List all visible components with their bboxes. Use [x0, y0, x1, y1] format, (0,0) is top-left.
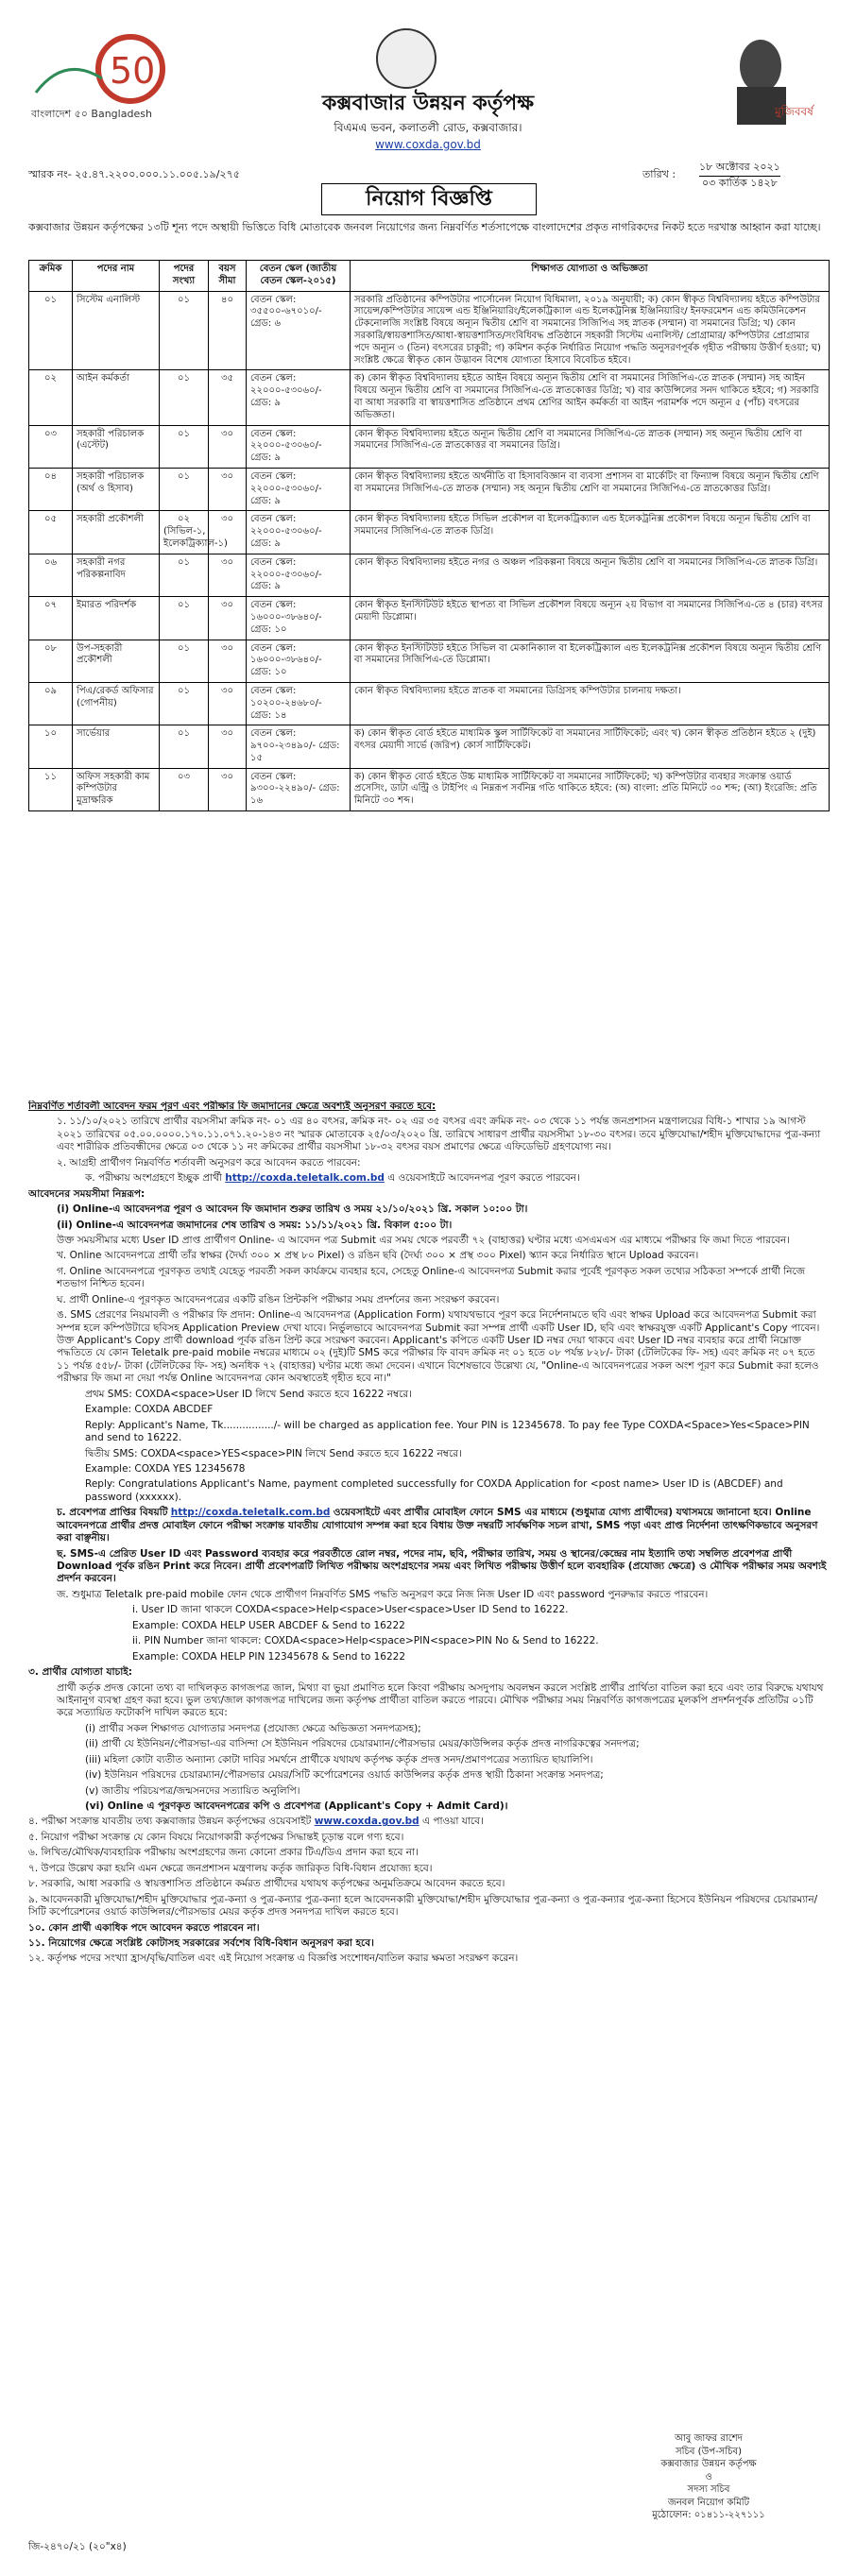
signature-block — [614, 2432, 803, 2522]
signatory-org: কক্সবাজার উন্নয়ন কর্তৃপক্ষ — [660, 2459, 757, 2469]
signatory-phone: মুঠোফোন: ০১৪১১-২২৭১১১ — [652, 2510, 765, 2520]
cell-scale: বেতন স্কেল: ২২০০০-৫৩০৬০/- গ্রেড: ৯ — [247, 554, 351, 596]
cell-scale: বেতন স্কেল: ৯৭০০-২৩৪৯০/- গ্রেড: ১৫ — [247, 725, 351, 768]
cell-post: সিস্টেম এনালিস্ট — [73, 291, 160, 370]
cell-count: ০১ — [160, 291, 209, 370]
eligibility-item: (i) প্রার্থীর সকল শিক্ষাগত যোগ্যতার সনদপত্র (প্রযোজ্য ক্ষেত্রে অভিজ্ঞতা সনদপত্রসহ); — [85, 1722, 421, 1734]
cell-post: সার্ভেয়ার — [73, 725, 160, 768]
table-row — [29, 682, 830, 725]
cell-post: আইন কর্মকর্তা — [73, 370, 160, 425]
cell-count: ০১ — [160, 682, 209, 725]
cell-scale: বেতন স্কেল: ১০২০০-২৪৬৮০/- গ্রেড: ১৪ — [247, 682, 351, 725]
sms-first-example: Example: COXDA ABCDEF — [85, 1404, 214, 1416]
cell-age: ৩০ — [209, 511, 247, 554]
table-row — [29, 468, 830, 510]
eligibility-item: (ii) প্রার্থী যে ইউনিয়ন/পৌরসভা-এর বাসিন্দা সে ইউনিয়ন পরিষদের চেয়ারম্যান/পৌরসভার মেয়র/কাউন্সিলর কর্তৃক প্রদত্ত নাগরিকত্বের সনদপত্র; — [85, 1738, 640, 1750]
recovery-user-example: Example: COXDA HELP USER ABCDEF & Send to 16222 — [132, 1619, 405, 1631]
intro-paragraph: কক্সবাজার উন্নয়ন কর্তৃপক্ষের ১৩টি শূন্য পদে অস্থায়ী ভিত্তিতে বিধি মোতাবেক জনবল নিয়োগের জন্য নিম্নবর্ণিত শর্তসাপেক্ষে বাংলাদেশের প্রকৃত নাগরিকদের নিকট হতে দরখাস্ত আহ্বান করা যাচ্ছে। — [28, 221, 821, 233]
cell-scale: বেতন স্কেল: ২২০০০-৫৩০৬০/- গ্রেড: ৯ — [247, 425, 351, 468]
cell-serial: ১০ — [29, 725, 73, 768]
apply-site-suffix: এ ওয়েবসাইটে আবেদনপত্র পূরণ করতে পারবেন। — [387, 1172, 580, 1185]
cell-qualification: ক) কোন স্বীকৃত বোর্ড হইতে মাধ্যমিক স্কুল সার্টিফিকেট বা সমমানের সার্টিফিকেট; এবং খ) কোন স্বীকৃত প্রতিষ্ঠান হইতে ২ (দুই) বৎসর মেয়াদী সার্ভে (জরিপ) কোর্স সার্টিফিকেট। — [351, 725, 830, 768]
cell-serial: ০২ — [29, 370, 73, 425]
col-header-post: পদের নাম — [73, 261, 160, 292]
cell-post: উপ-সহকারী প্রকৌশলী — [73, 640, 160, 682]
notice-title: নিয়োগ বিজ্ঞপ্তি — [321, 183, 537, 215]
sms-second-example: Example: COXDA YES 12345678 — [85, 1462, 246, 1475]
org-website-link[interactable]: www.coxda.gov.bd — [375, 138, 481, 151]
col-header-count: পদের সংখ্যা — [160, 261, 209, 292]
admit-prefix: চ. প্রবেশপত্র প্রাপ্তির বিষয়টি — [57, 1507, 168, 1519]
condition-info — [28, 1816, 830, 1828]
svg-text:মুজিববর্ষ: মুজিববর্ষ — [775, 105, 813, 118]
cell-qualification: কোন স্বীকৃত বিশ্ববিদ্যালয় হইতে স্নাতক বা সমমানের ডিগ্রিসহ কম্পিউটার চালনায় দক্ষতা। — [351, 682, 830, 725]
time-start: (i) Online-এ আবেদনপত্র পূরণ ও আবেদন ফি জমাদান শুরুর তারিখ ও সময় ২১/১০/২০২১ খ্রি. সকাল ১০:০০ টা। — [57, 1203, 528, 1216]
cell-serial: ০৯ — [29, 682, 73, 725]
table-row — [29, 291, 830, 370]
cell-post: সহকারী নগর পরিকল্পনাবিদ — [73, 554, 160, 596]
recovery-user: i. User ID জানা থাকলে COXDA<space>Help<space>User<space>User ID Send to 16222. — [132, 1604, 569, 1616]
admit-website-link[interactable]: http://coxda.teletalk.com.bd — [170, 1507, 331, 1519]
cell-post: অফিস সহকারী কাম কম্পিউটার মুদ্রাক্ষরিক — [73, 768, 160, 810]
cell-post: সহকারী পরিচালক (অর্থ ও হিসাব) — [73, 468, 160, 510]
org-address: বিএমএ ভবন, কলাতলী রোড, কক্সবাজার। — [334, 121, 522, 134]
cell-qualification: ক) কোন স্বীকৃত বিশ্ববিদ্যালয় হইতে আইন বিষয়ে অন্যূন দ্বিতীয় শ্রেণি বা সমমানের সিজিপিএ-তে স্নাতক (সম্মান) সহ আইন বিষয়ে অন্যূন দ্বিতীয় শ্রেণি বা সমমানের সিজিপিএ-তে স্নাতকোত্তর ডিগ্রি; খ) বার কাউন্সিলের সনদ থাকিতে হইবে; গ) সরকারি বা আধা সরকারি বা স্বায়ত্তশাসিত প্রতিষ্ঠানে প্রথম শ্রেণির আইন কর্মকর্তা বা আইন পরামর্শক পদে অন্যূন ৫ (পাঁচ) বৎসরের অভিজ্ঞতা। — [351, 370, 830, 425]
cell-scale: বেতন স্কেল: ২২০০০-৫৩০৬০/- গ্রেড: ৯ — [247, 468, 351, 510]
apply-site-prefix: ক. পরীক্ষায় অংশগ্রহণে ইচ্ছুক প্রার্থী — [85, 1172, 222, 1185]
org-name: কক্সবাজার উন্নয়ন কর্তৃপক্ষ — [321, 92, 535, 115]
cell-count: ০৩ — [160, 768, 209, 810]
cell-qualification: কোন স্বীকৃত বিশ্ববিদ্যালয় হইতে অন্যূন দ্বিতীয় শ্রেণি বা সমমানের সিজিপিএ-তে স্নাতক (সম্মান) সহ অন্যূন দ্বিতীয় শ্রেণি বা সমমানের সিজিপিএ-তে স্নাতকোত্তর বা সমমানের ডিগ্রি। — [351, 425, 830, 468]
eligibility-text: প্রার্থী কর্তৃক প্রদত্ত কোনো তথ্য বা দাখিলকৃত কাগজপত্র জাল, মিথ্যা বা ভুয়া প্রমাণিত হলে কিংবা পরীক্ষায় অসদুপায় অবলম্বন করলে সংশ্লিষ্ট প্রার্থীর প্রার্থিতা বাতিল করা হবে এবং তার বিরুদ্ধে যথাযথ আইনানুগ ব্যবস্থা গ্রহণ করা হবে। ভুল তথ্য/জাল কাগজপত্র দাখিলের জন্য কর্তৃপক্ষ প্রার্থীতা বাতিল করতে পারবে। মৌখিক পরীক্ষার সময় নিম্নবর্ণিত কাগজপত্রের মূলকপি প্রদর্শনপূর্বক প্রতিটির ০১টি করে সত্যায়িত ফটোকপি দাখিল করতে হবে: — [57, 1681, 824, 1719]
eligibility-item: (vi) Online এ পূরণকৃত আবেদনপত্রের কপি ও প্রবেশপত্র (Applicant's Copy + Admit Card)। — [85, 1800, 508, 1812]
condition-download: ছ. SMS-এ প্রেরিত User ID এবং Password ব্যবহার করে পরবর্তীতে রোল নম্বর, পদের নাম, ছবি, পরীক্ষার তারিখ, সময় ও স্থানের/কেন্দ্রের নাম ইত্যাদি তথ্য সম্বলিত প্রবেশপত্র প্রার্থী Download পূর্বক রঙিন Print করে নিবেন। প্রার্থী প্রবেশপত্রটি লিখিত পরীক্ষায় অংশগ্রহণের সময় এবং লিখিত পরীক্ষায় উত্তীর্ণ হলে ব্যবহারিক (প্রযোজ্য ক্ষেত্রে) ও মৌখিক পরীক্ষার সময় অবশ্যই প্রদর্শন করবেন। — [57, 1547, 827, 1585]
admit-suffix: ওয়েবসাইটে এবং প্রার্থীর মোবাইল ফোনে SMS এর মাধ্যমে (শুধুমাত্র যোগ্য প্রার্থীদের) যথাসময়ে জানানো হবে। Online আবেদনপত্রে প্রার্থীর প্রদত্ত মোবাইল ফোনে পরীক্ষা সংক্রান্ত যাবতীয় যোগাযোগ সম্পন্ন করা হবে বিধায় উক্ত নম্বরটি সার্বক্ষণিক সচল রাখা, SMS পড়া এবং প্রাপ্ত নির্দেশনা তাৎক্ষণিকভাবে অনুসরণ করা বাঞ্ছনীয়। — [57, 1507, 818, 1544]
cell-scale: বেতন স্কেল: ১৬০০০-৩৮৬৪০/- গ্রেড: ১০ — [247, 597, 351, 640]
cell-serial: ০১ — [29, 291, 73, 370]
condition-verify: গ. Online আবেদনপত্রে পূরণকৃত তথ্যই যেহেতু পরবর্তী সকল কার্যক্রমে ব্যবহার হবে, সেহেতু Online-এ আবেদনপত্র Submit করার পূর্বেই পূরণকৃত সকল তথ্যের সঠিকতা সম্পর্কে প্রার্থী নিজে শতভাগ নিশ্চিত হবেন। — [57, 1265, 806, 1290]
cell-qualification: কোন স্বীকৃত বিশ্ববিদ্যালয় হইতে অর্থনীতি বা হিসাববিজ্ঞান বা ব্যবসা প্রশাসন বা মার্কেটিং বা ফিন্যান্স বিষয়ে অন্যূন দ্বিতীয় শ্রেণি বা সমমানের সিজিপিএ-তে স্নাতক (সম্মান) সহ অন্যূন দ্বিতীয় শ্রেণি বা সমমানের সিজিপিএ-তে স্নাতকোত্তর ডিগ্রি। — [351, 468, 830, 510]
conditions-section — [28, 1100, 830, 2536]
date-english: ১৮ অক্টোবর ২০২১ — [699, 161, 780, 177]
cell-scale: বেতন স্কেল: ১৬০০০-৩৮৬৪০/- গ্রেড: ১০ — [247, 640, 351, 682]
date-block — [699, 161, 780, 190]
svg-text:50: 50 — [110, 50, 156, 92]
cell-count: ০১ — [160, 468, 209, 510]
info-website-link[interactable]: www.coxda.gov.bd — [314, 1816, 419, 1828]
col-header-age: বয়স সীমা — [209, 261, 247, 292]
cell-age: ৩০ — [209, 554, 247, 596]
info-prefix: ৪. পরীক্ষা সংক্রান্ত যাবতীয় তথ্য কক্সবাজার উন্নয়ন কর্তৃপক্ষের ওয়েবসাইট — [28, 1816, 312, 1828]
cell-age: ৪০ — [209, 291, 247, 370]
condition-item: ১২. কর্তৃপক্ষ পদের সংখ্যা হ্রাস/বৃদ্ধি/বাতিল এবং এই নিয়োগ সংক্রান্ত এ বিজ্ঞপ্তি সংশোধন/বাতিল করার ক্ষমতা সংরক্ষণ করেন। — [28, 1953, 519, 1965]
cell-serial: ০৬ — [29, 554, 73, 596]
cell-post: সহকারী পরিচালক (এস্টেট) — [73, 425, 160, 468]
conditions-heading: নিম্নবর্ণিত শর্তাবলী আবেদন ফরম পূরণ এবং পরীক্ষার ফি জমাদানের ক্ষেত্রে অবশ্যই অনুসরণ করতে হবে: — [28, 1100, 437, 1112]
cell-age: ৩০ — [209, 682, 247, 725]
cell-age: ৩০ — [209, 425, 247, 468]
cell-serial: ০৮ — [29, 640, 73, 682]
vacancy-table — [28, 260, 830, 811]
condition-item: ৮. সরকারি, আধা সরকারি ও স্বায়ত্তশাসিত প্রতিষ্ঠানে কর্মরত প্রার্থীদের যথাযথ কর্তৃপক্ষের অনুমতিক্রমে আবেদন করতে হবে। — [28, 1878, 505, 1890]
cell-count: ০২ (সিভিল-১, ইলেকট্রিক্যাল-১) — [160, 511, 209, 554]
condition-upload: খ. Online আবেদনপত্রে প্রার্থী তাঁর স্বাক্ষর (দৈর্ঘ্য ৩০০ × প্রস্থ ৮০ Pixel) ও রঙিন ছবি (দৈর্ঘ্য ৩০০ × প্রস্থ ৩০০ Pixel) স্ক্যান করে নির্ধারিত স্থানে Upload করবেন। — [57, 1250, 699, 1262]
sms-second: দ্বিতীয় SMS: COXDA<space>YES<space>PIN লিখে Send করতে হবে 16222 নম্বরে। — [85, 1447, 462, 1459]
condition-printcopy: ঘ. প্রার্থী Online-এ পূরণকৃত আবেদনপত্রের একটি রঙিন প্রিন্টকপি পরীক্ষার সময় প্রদর্শনের জন্য সংরক্ষণ করবেন। — [57, 1293, 500, 1305]
cell-count: ০১ — [160, 370, 209, 425]
cell-age: ৩০ — [209, 768, 247, 810]
cell-qualification: সরকারি প্রতিষ্ঠানের কম্পিউটার পার্সোনেল নিয়োগ বিধিমালা, ২০১৯ অনুযায়ী; ক) কোন স্বীকৃত বিশ্ববিদ্যালয় হইতে কম্পিউটার সায়েন্স/কম্পিউটার সায়েন্স এন্ড ইঞ্জিনিয়ারিং/ইলেকট্রিক্যাল এন্ড ইলেকট্রনিক্স ইঞ্জিনিয়ারিং/ ইনফরমেশন এন্ড কমিউনিকেশন টেকনোলজি সংশ্লিষ্ট বিষয়ে অন্যূন দ্বিতীয় শ্রেণি বা সমমানের সিজিপিএ সহ স্নাতক (সম্মান) বা সমমানের ডিগ্রি; খ) কোন সরকারি/স্বায়ত্তশাসিত/আধা-স্বায়ত্তশাসিত/সংবিধিবদ্ধ প্রতিষ্ঠানে সহকারী সিস্টেম এনালিস্ট/ প্রোগ্রামার/ কম্পিউটার প্রোগ্রামার পদে অন্যূন ৩ (তিন) বৎসরের চাকুরী; গ) কমিশন কর্তৃক নির্ধারিত নিয়োগ পদ্ধতি অনুসরণপূর্বক গৃহীত পরীক্ষায় উত্তীর্ণ হওয়া; ঘ) সংশ্লিষ্ট ক্ষেত্রে স্বীকৃত কোন উদ্ভাবন বিশেষ যোগ্যতা হিসাবে বিবেচিত হইবে। — [351, 291, 830, 370]
cell-scale: বেতন স্কেল: ২২০০০-৫৩০৬০/- গ্রেড: ৯ — [247, 370, 351, 425]
sms-instructions: ঙ. SMS প্রেরণের নিয়মাবলী ও পরীক্ষার ফি প্রদান: Online-এ আবেদনপত্র (Application Form) যথাযথভাবে পূরণ করে নির্দেশনামতে ছবি এবং স্বাক্ষর Upload করে আবেদনপত্র Submit করা সম্পন্ন হলে কম্পিউটারে ছবিসহ Application Preview দেখা যাবে। নির্ভুলভাবে আবেদনপত্র Submit করা সম্পন্ন প্রার্থী একটি User ID, ছবি এবং স্বাক্ষরযুক্ত একটি Applicant's Copy পাবেন। উক্ত Applicant's Copy প্রার্থী download পূর্বক রঙিন প্রিন্ট করে সংরক্ষণ করবেন। Applicant's কপিতে একটি User ID নম্বর দেয়া থাকবে এবং User ID নম্বর ব্যবহার করে প্রার্থী নিম্নোক্ত পদ্ধতিতে যে কোন Teletalk pre-paid mobile নম্বরের মাধ্যমে ০২ (দুই)টি SMS করে পরীক্ষার ফি বাবদ ক্রমিক নং ০১ হতে ০৮ পর্যন্ত ৮২৮/- টাকা (টেলিটকের ফি- সহ) এবং ক্রমিক নং ০৭ হতে ১১ পর্যন্ত ৫৫৮/- টাকা (টেলিটকের ফি- সহ) অনধিক ৭২ (বাহাত্তর) ঘণ্টার মধ্যে জমা দেবেন। এখানে বিশেষভাবে উল্লেখ্য যে, "Online-এ আবেদনপত্রের সকল অংশ পূরণ করে Submit করা হলেও পরীক্ষার ফি জমা না দেয়া পর্যন্ত Online আবেদনপত্র কোন অবস্থাতেই গৃহীত হবে না।" — [57, 1309, 820, 1385]
cell-count: ০১ — [160, 425, 209, 468]
condition-recovery: জ. শুধুমাত্র Teletalk pre-paid mobile ফোন থেকে প্রার্থীগণ নিম্নবর্ণিত SMS পদ্ধতি অনুসরণ করে নিজ নিজ User ID এবং password পুনরুদ্ধার করতে পারবেন। — [57, 1588, 709, 1600]
signatory-and: ও — [705, 2471, 712, 2482]
sms-second-reply: Reply: Congratulations Applicant's Name, payment completed successfully for COXDA Application for <post name> User ID is (ABCDEF) and password (xxxxxx). — [85, 1478, 783, 1503]
condition-item: ১০. কোন প্রার্থী একাধিক পদে আবেদন করতে পারবেন না। — [28, 1921, 260, 1934]
table-row — [29, 768, 830, 810]
apply-website-link[interactable]: http://coxda.teletalk.com.bd — [225, 1172, 385, 1185]
table-header-row — [29, 261, 830, 292]
col-header-scale: বেতন স্কেল (জাতীয় বেতন স্কেল-২০১৫) — [247, 261, 351, 292]
condition-item: ৭. উপরে উল্লেখ করা হয়নি এমন ক্ষেত্রে জনপ্রশাসন মন্ত্রণালয় কর্তৃক জারিকৃত বিধি-বিধান প্রযোজ্য হবে। — [28, 1862, 433, 1874]
table-row — [29, 511, 830, 554]
condition-item: ৫. নিয়োগ পরীক্ষা সংক্রান্ত যে কোন বিষয়ে নিয়োগকারী কর্তৃপক্ষের সিদ্ধান্তই চূড়ান্ত বলে গণ্য হবে। — [28, 1831, 404, 1843]
cell-scale: বেতন স্কেল: ২২০০০-৫৩০৬০/- গ্রেড: ৯ — [247, 511, 351, 554]
notice-header — [0, 0, 856, 161]
condition-apply-site — [28, 1172, 830, 1185]
time-heading: আবেদনের সময়সীমা নিম্নরূপ: — [28, 1187, 146, 1200]
sms-first: প্রথম SMS: COXDA<space>User ID লিখে Send করতে হবে 16222 নম্বরে। — [85, 1388, 412, 1400]
table-row — [29, 597, 830, 640]
condition-item: ৯. আবেদনকারী মুক্তিযোদ্ধা/শহীদ মুক্তিযোদ্ধার পুত্র-কন্যা ও পুত্র-কন্যার পুত্র-কন্যা হলে আবেদনকারী মুক্তিযোদ্ধা/শহীদ মুক্তিযোদ্ধার পুত্র-কন্যা ও পুত্র-কন্যার পুত্র-কন্যা হিসেবে ইউনিয়ন পরিষদের চেয়ারম্যান/সিটি কর্পোরেশনের ওয়ার্ড কাউন্সিলর/পৌরসভার মেয়র কর্তৃক প্রদত্ত সনদপত্র দাখিল করতে হবে। — [28, 1893, 818, 1919]
col-header-qualification: শিক্ষাগত যোগ্যতা ও অভিজ্ঞতা — [351, 261, 830, 292]
cell-count: ০১ — [160, 725, 209, 768]
table-row — [29, 425, 830, 468]
date-bangla: ০৩ কার্তিক ১৪২৮ — [701, 177, 778, 190]
cell-post: পিএ/রেকর্ড অফিসার (গোপনীয়) — [73, 682, 160, 725]
table-row — [29, 640, 830, 682]
cell-post: ইমারত পরিদর্শক — [73, 597, 160, 640]
cell-count: ০১ — [160, 554, 209, 596]
info-suffix: এ পাওয়া যাবে। — [422, 1816, 484, 1828]
cell-age: ৩০ — [209, 640, 247, 682]
date-label: তারিখ : — [642, 168, 676, 180]
time-end: (ii) Online-এ আবেদনপত্র জমাদানের শেষ তারিখ ও সময়: ১১/১১/২০২১ খ্রি. বিকাল ৫:০০ টা। — [57, 1219, 453, 1231]
cell-serial: ০৭ — [29, 597, 73, 640]
cell-serial: ০৩ — [29, 425, 73, 468]
cell-qualification: কোন স্বীকৃত ইনস্টিটিউট হইতে সিভিল বা মেকানিক্যাল বা ইলেকট্রিক্যাল এন্ড ইলেকট্রনিক্স প্রকৌশল বিষয়ে অন্যূন দ্বিতীয় শ্রেণি বা সমমানের সিজিপিএ-তে ডিপ্লোমা। — [351, 640, 830, 682]
cell-count: ০১ — [160, 640, 209, 682]
col-header-serial: ক্রমিক — [29, 261, 73, 292]
time-note: উক্ত সময়সীমার মধ্যে User ID প্রাপ্ত প্রার্থীগণ Online- এ আবেদন পত্র Submit এর সময় থেকে পরবর্তী ৭২ (বাহাত্তর) ঘণ্টার মধ্যে এসএমএস এর মাধ্যমে পরীক্ষার ফি জমা দিতে পারবেন। — [57, 1234, 791, 1246]
recovery-pin: ii. PIN Number জানা থাকলে: COXDA<space>Help<space>PIN<space>PIN No & Send to 16222. — [132, 1635, 599, 1647]
eligibility-item: (iii) মহিলা কোটা ব্যতীত অন্যান্য কোটা দাবির সমর্থনে প্রার্থীকে যথাযথ কর্তৃপক্ষ কর্তৃক প্রদত্ত সনদ/প্রমাণপত্রের সত্যায়িত ছায়ালিপি। — [85, 1753, 593, 1766]
condition-apply: ২. আগ্রহী প্রার্থীগণ নিম্নবর্ণিত শর্তাবলী অনুসরণ করে আবেদন করতে পারবেন: — [57, 1156, 361, 1169]
signatory-name: আবু জাফর রাশেদ — [675, 2433, 743, 2444]
cell-scale: বেতন স্কেল: ৩৫৫০০-৬৭০১০/- গ্রেড: ৬ — [247, 291, 351, 370]
cell-qualification: ক) কোন স্বীকৃত বোর্ড হইতে উচ্চ মাধ্যমিক সার্টিফিকেট বা সমমানের সার্টিফিকেট; খ) কম্পিউটার ব্যবহার সংক্রান্ত ওয়ার্ড প্রসেসিং, ডাটা এন্ট্রি ও টাইপিং এ নিম্নরূপ সর্বনিম্ন গতি থাকিতে হইবে: (অ) বাংলা: প্রতি মিনিটে ৩০ শব্দ; (আ) ইংরেজি: প্রতি মিনিটে ৩০ শব্দ। — [351, 768, 830, 810]
svg-text:বাংলাদেশ ৫০ Bangladesh: বাংলাদেশ ৫০ Bangladesh — [31, 108, 152, 120]
sms-first-reply: Reply: Applicant's Name, Tk................/- will be charged as application fee. Your PIN is 12345678. To pay fee Type COXDA<Space>Yes<Space>PIN and send to 16222. — [85, 1419, 810, 1444]
cell-count: ০১ — [160, 597, 209, 640]
eligibility-item: (iv) ইউনিয়ন পরিষদের চেয়ারম্যান/পৌরসভার মেয়র/সিটি কর্পোরেশনের ওয়ার্ড কাউন্সিলর কর্তৃক প্রদত্ত স্থায়ী ঠিকানা সংক্রান্ত সনদপত্র; — [85, 1769, 604, 1782]
table-row — [29, 725, 830, 768]
signatory-role: সদস্য সচিব — [687, 2484, 730, 2495]
cell-age: ৩০ — [209, 468, 247, 510]
cell-serial: ০৪ — [29, 468, 73, 510]
memo-number: স্মারক নং- ২৫.৪৭.২২০০.০০০.১১.০০৫.১৯/২৭৫ — [28, 168, 240, 180]
signatory-committee: জনবল নিয়োগ কমিটি — [667, 2497, 750, 2508]
table-row — [29, 370, 830, 425]
recovery-pin-example: Example: COXDA HELP PIN 12345678 & Send to 16222 — [132, 1650, 406, 1663]
table-row — [29, 554, 830, 596]
eligibility-heading: ৩. প্রার্থীর যোগ্যতা যাচাই: — [28, 1666, 132, 1679]
condition-admit — [28, 1507, 830, 1544]
cell-qualification: কোন স্বীকৃত বিশ্ববিদ্যালয় হইতে নগর ও অঞ্চল পরিকল্পনা বিষয়ে অন্যূন দ্বিতীয় শ্রেণি বা সমমানের সিজিপিএ-তে স্নাতক ডিগ্রি। — [351, 554, 830, 596]
condition-item: ৬. লিখিত/মৌখিক/ব্যবহারিক পরীক্ষায় অংশগ্রহণের জন্য কোনো প্রকার টিএ/ডিএ প্রদান করা হবে না। — [28, 1847, 419, 1859]
cell-scale: বেতন স্কেল: ৯৩০০-২২৪৯০/- গ্রেড: ১৬ — [247, 768, 351, 810]
cell-serial: ০৫ — [29, 511, 73, 554]
signatory-title: সচিব (উপ-সচিব) — [675, 2446, 743, 2457]
condition-item: ১১. নিয়োগের ক্ষেত্রে সংশ্লিষ্ট কোটাসহ সরকারের সর্বশেষ বিধি-বিধান অনুসরণ করা হবে। — [28, 1936, 374, 1949]
coxda-emblem-icon — [376, 28, 437, 89]
eligibility-item: (v) জাতীয় পরিচয়পত্র/জন্মসনদের সত্যায়িত অনুলিপি। — [85, 1784, 300, 1797]
cell-serial: ১১ — [29, 768, 73, 810]
cell-age: ৩০ — [209, 725, 247, 768]
cell-qualification: কোন স্বীকৃত ইনস্টিটিউট হইতে স্থাপত্য বা সিভিল প্রকৌশল বিষয়ে অন্যূন ২য় বিভাগ বা সমমানের সিজিপিএ-তে ৪ (চার) বৎসর মেয়াদী ডিপ্লোমা। — [351, 597, 830, 640]
cell-post: সহকারী প্রকৌশলী — [73, 511, 160, 554]
cell-age: ৩৫ — [209, 370, 247, 425]
footer-reference: জি-২৪৭০/২১ (২০"x৪) — [28, 2541, 127, 2552]
condition-age: ১. ১১/১০/২০২১ তারিখে প্রার্থীর বয়সসীমা ক্রমিক নং- ০১ এর ৪০ বৎসর, ক্রমিক নং- ০২ এর ৩৫ বৎসর এবং ক্রমিক নং- ০৩ থেকে ১১ পর্যন্ত জনপ্রশাসন মন্ত্রণালয়ের বিধি-১ শাখার ১৯ আগস্ট ২০২১ তারিখের ০৫.০০.০০০০.১৭০.১১.০৭১.২০-১৪৩ নং স্মারক মোতাবেক ২৫/০৩/২০২০ খ্রি. তারিখে সাধারণ প্রার্থীর বয়সসীমা ১৮-৩০ বৎসর। তবে মুক্তিযোদ্ধা/শহীদ মুক্তিযোদ্ধাদের পুত্র-কন্যা এবং শারীরিক প্রতিবন্ধীদের ক্ষেত্রে ০৩ থেকে ১১ নং ক্রমিকের প্রার্থীর বয়সসীমা ১৮-৩২ বৎসর বয়স প্রমাণের ক্ষেত্রে এফিডেভিট গ্রহণযোগ্য নয়। — [57, 1116, 821, 1153]
cell-age: ৩০ — [209, 597, 247, 640]
cell-qualification: কোন স্বীকৃত বিশ্ববিদ্যালয় হইতে সিভিল প্রকৌশল বা ইলেকট্রিক্যাল এন্ড ইলেকট্রনিক্স প্রকৌশল বিষয়ে অন্যূন দ্বিতীয় শ্রেণি বা সমমানের সিজিপিএ-তে স্নাতক ডিগ্রি। — [351, 511, 830, 554]
